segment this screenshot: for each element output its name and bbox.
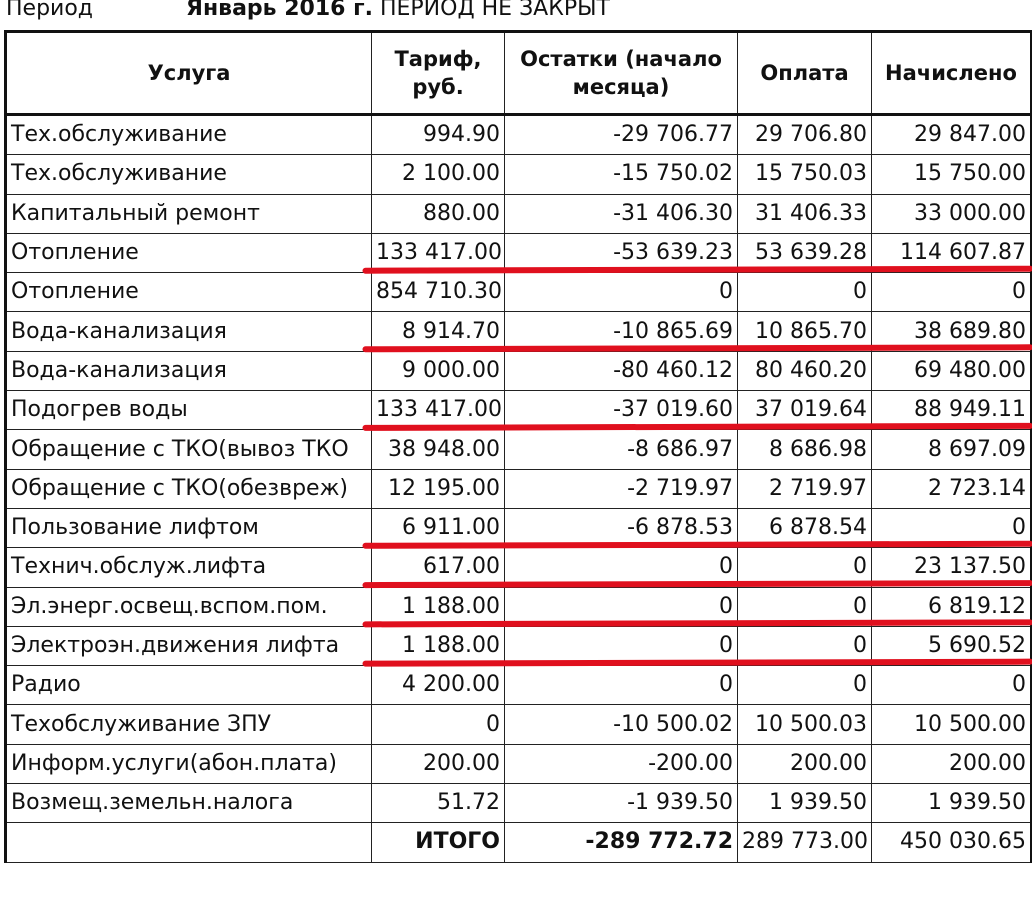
cell-balance: -2 719.97 xyxy=(505,469,738,508)
cell-charged: 8 697.09 xyxy=(872,430,1032,469)
cell-paid: 10 500.03 xyxy=(738,705,872,744)
cell-balance: -37 019.60 xyxy=(505,391,738,430)
cell-charged: 2 723.14 xyxy=(872,469,1032,508)
period-line xyxy=(6,0,610,24)
cell-charged: 15 750.00 xyxy=(872,155,1032,194)
col-header-tariff: Тариф, руб. xyxy=(372,32,505,115)
cell-paid: 37 019.64 xyxy=(738,391,872,430)
table-row xyxy=(6,273,1032,312)
col-header-paid: Оплата xyxy=(738,32,872,115)
cell-balance: 0 xyxy=(505,666,738,705)
cell-service: Обращение с ТКО(обезвреж) xyxy=(6,469,372,508)
cell-service: Обращение с ТКО(вывоз ТКО xyxy=(6,430,372,469)
col-header-balance: Остатки (начало месяца) xyxy=(505,32,738,115)
table-row xyxy=(6,626,1032,665)
table-row xyxy=(6,391,1032,430)
table-row xyxy=(6,666,1032,705)
cell-tariff: 994.90 xyxy=(372,115,505,155)
total-charged: 450 030.65 xyxy=(872,823,1032,862)
cell-tariff: 1 188.00 xyxy=(372,587,505,626)
cell-service: Пользование лифтом xyxy=(6,508,372,547)
cell-tariff: 854 710.30 xyxy=(372,273,505,312)
cell-charged: 200.00 xyxy=(872,744,1032,783)
cell-service: Капитальный ремонт xyxy=(6,194,372,233)
cell-tariff: 9 000.00 xyxy=(372,351,505,390)
cell-paid: 0 xyxy=(738,548,872,587)
cell-service: Эл.энерг.освещ.вспом.пом. xyxy=(6,587,372,626)
cell-balance: -1 939.50 xyxy=(505,784,738,823)
table-row xyxy=(6,784,1032,823)
col-header-charged: Начислено xyxy=(872,32,1032,115)
table-row xyxy=(6,548,1032,587)
cell-paid: 200.00 xyxy=(738,744,872,783)
cell-charged: 69 480.00 xyxy=(872,351,1032,390)
cell-tariff: 8 914.70 xyxy=(372,312,505,351)
cell-balance: 0 xyxy=(505,273,738,312)
table-header-row xyxy=(6,32,1032,115)
cell-balance: -15 750.02 xyxy=(505,155,738,194)
cell-paid: 2 719.97 xyxy=(738,469,872,508)
cell-charged: 0 xyxy=(872,508,1032,547)
table-row xyxy=(6,744,1032,783)
period-status: ПЕРИОД НЕ ЗАКРЫТ xyxy=(379,0,610,21)
cell-paid: 8 686.98 xyxy=(738,430,872,469)
cell-paid: 15 750.03 xyxy=(738,155,872,194)
cell-paid: 0 xyxy=(738,273,872,312)
cell-service: Техобслуживание ЗПУ xyxy=(6,705,372,744)
period-value: Январь 2016 г. xyxy=(186,0,373,21)
table-row xyxy=(6,194,1032,233)
cell-service: Технич.обслуж.лифта xyxy=(6,548,372,587)
cell-tariff: 12 195.00 xyxy=(372,469,505,508)
cell-balance: -31 406.30 xyxy=(505,194,738,233)
cell-tariff: 6 911.00 xyxy=(372,508,505,547)
cell-tariff: 0 xyxy=(372,705,505,744)
cell-tariff: 880.00 xyxy=(372,194,505,233)
cell-paid: 31 406.33 xyxy=(738,194,872,233)
cell-balance: -10 500.02 xyxy=(505,705,738,744)
table-row xyxy=(6,587,1032,626)
table-row xyxy=(6,351,1032,390)
cell-service: Информ.услуги(абон.плата) xyxy=(6,744,372,783)
cell-charged: 6 819.12 xyxy=(872,587,1032,626)
cell-balance: 0 xyxy=(505,626,738,665)
cell-paid: 80 460.20 xyxy=(738,351,872,390)
cell-tariff: 1 188.00 xyxy=(372,626,505,665)
total-row xyxy=(6,823,1032,862)
total-balance: -289 772.72 xyxy=(505,823,738,862)
cell-charged: 0 xyxy=(872,273,1032,312)
cell-charged: 38 689.80 xyxy=(872,312,1032,351)
cell-tariff: 4 200.00 xyxy=(372,666,505,705)
cell-paid: 53 639.28 xyxy=(738,233,872,272)
cell-charged: 0 xyxy=(872,666,1032,705)
cell-tariff: 51.72 xyxy=(372,784,505,823)
table-row xyxy=(6,155,1032,194)
cell-balance: 0 xyxy=(505,587,738,626)
cell-service: Отопление xyxy=(6,233,372,272)
cell-tariff: 38 948.00 xyxy=(372,430,505,469)
cell-balance: -80 460.12 xyxy=(505,351,738,390)
cell-service: Отопление xyxy=(6,273,372,312)
total-empty-cell xyxy=(6,823,372,862)
cell-balance: -10 865.69 xyxy=(505,312,738,351)
cell-charged: 88 949.11 xyxy=(872,391,1032,430)
table-row xyxy=(6,312,1032,351)
table-row xyxy=(6,115,1032,155)
cell-service: Возмещ.земельн.налога xyxy=(6,784,372,823)
cell-charged: 33 000.00 xyxy=(872,194,1032,233)
cell-balance: 0 xyxy=(505,548,738,587)
cell-paid: 10 865.70 xyxy=(738,312,872,351)
cell-balance: -200.00 xyxy=(505,744,738,783)
cell-service: Электроэн.движения лифта xyxy=(6,626,372,665)
cell-charged: 1 939.50 xyxy=(872,784,1032,823)
cell-paid: 1 939.50 xyxy=(738,784,872,823)
table-row xyxy=(6,430,1032,469)
total-paid: 289 773.00 xyxy=(738,823,872,862)
cell-service: Радио xyxy=(6,666,372,705)
table-row xyxy=(6,469,1032,508)
cell-balance: -29 706.77 xyxy=(505,115,738,155)
cell-service: Подогрев воды xyxy=(6,391,372,430)
col-header-service: Услуга xyxy=(6,32,372,115)
services-table xyxy=(4,30,1032,863)
cell-service: Тех.обслуживание xyxy=(6,115,372,155)
cell-service: Тех.обслуживание xyxy=(6,155,372,194)
cell-charged: 10 500.00 xyxy=(872,705,1032,744)
cell-tariff: 200.00 xyxy=(372,744,505,783)
table-row xyxy=(6,508,1032,547)
total-label: ИТОГО xyxy=(372,823,505,862)
cell-service: Вода-канализация xyxy=(6,312,372,351)
cell-balance: -8 686.97 xyxy=(505,430,738,469)
table-row xyxy=(6,705,1032,744)
cell-paid: 6 878.54 xyxy=(738,508,872,547)
cell-paid: 0 xyxy=(738,626,872,665)
cell-tariff: 133 417.00 xyxy=(372,391,505,430)
cell-tariff: 2 100.00 xyxy=(372,155,505,194)
cell-tariff: 617.00 xyxy=(372,548,505,587)
cell-charged: 23 137.50 xyxy=(872,548,1032,587)
cell-tariff: 133 417.00 xyxy=(372,233,505,272)
table-row xyxy=(6,233,1032,272)
cell-service: Вода-канализация xyxy=(6,351,372,390)
cell-charged: 114 607.87 xyxy=(872,233,1032,272)
cell-paid: 0 xyxy=(738,666,872,705)
cell-paid: 0 xyxy=(738,587,872,626)
cell-charged: 5 690.52 xyxy=(872,626,1032,665)
period-label: Период xyxy=(6,0,94,21)
cell-balance: -6 878.53 xyxy=(505,508,738,547)
cell-balance: -53 639.23 xyxy=(505,233,738,272)
cell-paid: 29 706.80 xyxy=(738,115,872,155)
cell-charged: 29 847.00 xyxy=(872,115,1032,155)
